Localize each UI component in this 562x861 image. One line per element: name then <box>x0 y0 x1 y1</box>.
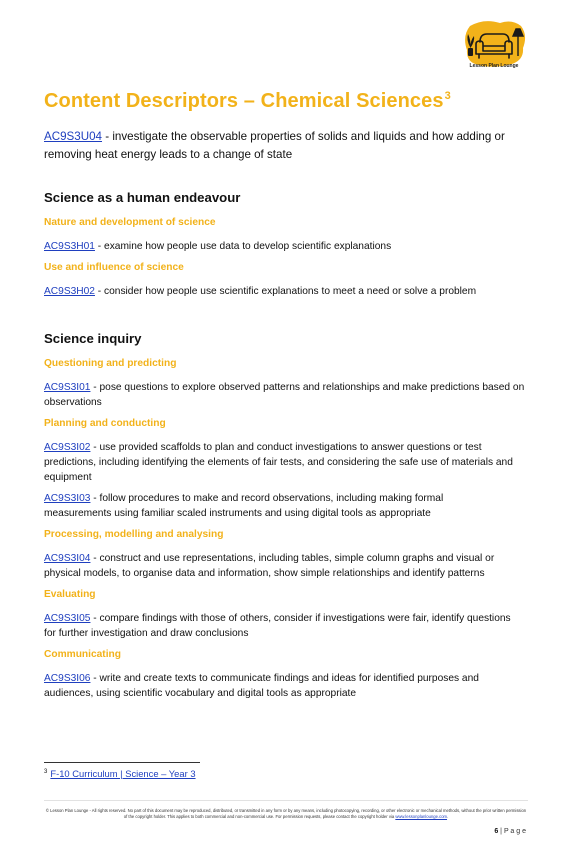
page-title: Content Descriptors – Chemical Sciences$^3$ <box>44 90 451 112</box>
page-number: 6 | P a g e <box>494 828 526 835</box>
descriptor-ac9s3i01: AC9S3I01 - pose questions to explore observed patterns and relationships and make predictions based on observations <box>44 382 525 408</box>
copyright-website-link[interactable]: www.lessonplanlounge.com <box>395 814 448 819</box>
subheading-communicating: Communicating <box>44 649 121 660</box>
code-link-ac9s3i04[interactable]: AC9S3I04 <box>44 553 91 564</box>
title-footnote-ref: 3 <box>444 90 451 103</box>
code-link-ac9s3i02[interactable]: AC9S3I02 <box>44 442 91 453</box>
descriptor-ac9s3i06: AC9S3I06 - write and create texts to communicate findings and ideas for identified purposes and audiences, using scientific vocabulary and digital tools as appropriate <box>44 673 479 699</box>
footnote-link[interactable]: F-10 Curriculum | Science – Year 3 <box>50 768 196 779</box>
code-link-ac9s3h01[interactable]: AC9S3H01 <box>44 241 95 252</box>
descriptor-ac9s3i05: AC9S3I05 - compare findings with those of others, consider if investigations were fair, identify questions for further investigation and draw conclusions <box>44 613 511 639</box>
logo-yellow-blob <box>465 21 525 67</box>
descriptor-ac9s3i02: AC9S3I02 - use provided scaffolds to plan and conduct investigations to answer questions or test predictions, including identifying the elements of fair tests, and considering the safe use of materials and equipment <box>44 442 513 483</box>
code-link-ac9s3i01[interactable]: AC9S3I01 <box>44 382 91 393</box>
descriptor-ac9s3i03: AC9S3I03 - follow procedures to make and record observations, including making formal measurements using familiar scaled instruments and using digital tools as appropriate <box>44 493 444 519</box>
footnote-number: 3 <box>44 768 48 775</box>
code-link-ac9s3i06[interactable]: AC9S3I06 <box>44 673 91 684</box>
subheading-questioning-predicting: Questioning and predicting <box>44 358 177 369</box>
subheading-processing-modelling: Processing, modelling and analysing <box>44 529 224 540</box>
section-heading-inquiry: Science inquiry <box>44 331 142 346</box>
descriptor-ac9s3i04: AC9S3I04 - construct and use representations, including tables, simple column graphs and visual or physical models, to organise data and information, show simple relationships and identify patterns <box>44 553 495 579</box>
footnote-divider <box>44 762 200 763</box>
footer-divider <box>44 800 528 801</box>
subheading-evaluating: Evaluating <box>44 589 96 600</box>
code-link-ac9s3u04[interactable]: AC9S3U04 <box>44 130 103 143</box>
footnote <box>44 768 196 779</box>
subheading-planning-conducting: Planning and conducting <box>44 418 166 429</box>
descriptor-ac9s3u04: AC9S3U04 - investigate the observable properties of solids and liquids and how adding or removing heat energy leads to a change of state <box>44 130 505 161</box>
section-heading-she: Science as a human endeavour <box>44 190 241 205</box>
subheading-use-influence: Use and influence of science <box>44 262 184 273</box>
code-link-ac9s3i03[interactable]: AC9S3I03 <box>44 493 91 504</box>
descriptor-ac9s3h01: AC9S3H01 - examine how people use data to develop scientific explanations <box>44 241 392 252</box>
copyright-notice: © Lesson Plan Lounge - All rights reserved. No part of this document may be reproduced, distributed, or transmitted in any form or by any means, including photocopying, recording, or other electronic or mechanical methods, without the prior written permission of the copyright holder. This applies to both commercial and non-commercial use. For permission requests, please contact the copyright holder via www.lessonplanlounge.com. <box>45 808 527 819</box>
descriptor-ac9s3h02: AC9S3H02 - consider how people use scientific explanations to meet a need or solve a problem <box>44 286 477 297</box>
subheading-nature-development: Nature and development of science <box>44 217 216 228</box>
code-link-ac9s3i05[interactable]: AC9S3I05 <box>44 613 91 624</box>
logo-brand-text: Lesson Plan Lounge <box>469 63 519 69</box>
code-link-ac9s3h02[interactable]: AC9S3H02 <box>44 286 95 297</box>
